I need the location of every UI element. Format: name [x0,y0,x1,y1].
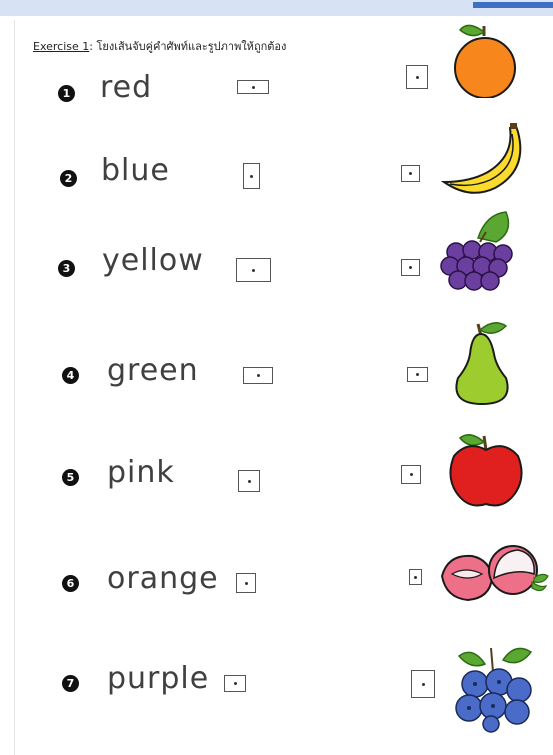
color-word: red [100,70,153,105]
exercise-instruction: : โยงเส้นจับคู่คำศัพท์และรูปภาพให้ถูกต้อง [89,40,287,53]
word-connect-dot[interactable] [238,470,260,492]
item-number: 3 [58,260,75,277]
picture-connect-dot[interactable] [407,367,428,382]
color-word: purple [107,661,210,696]
word-connect-dot[interactable] [236,258,271,282]
exercise-label: Exercise 1 [33,40,90,53]
document-top-bar [0,0,553,16]
picture-connect-dot[interactable] [401,259,420,276]
word-connect-dot[interactable] [236,573,256,593]
picture-connect-dot[interactable] [401,165,420,182]
picture-connect-dot[interactable] [406,65,428,89]
item-number: 2 [60,170,77,187]
match-row-1 [0,50,553,130]
picture-connect-dot[interactable] [401,465,421,484]
word-connect-dot[interactable] [237,80,269,94]
match-row-3 [0,225,553,305]
picture-connect-dot[interactable] [409,569,422,585]
grapes-icon [438,208,518,298]
top-bar-accent [473,2,553,8]
color-word: pink [107,455,175,490]
color-word: green [107,353,199,388]
apple-icon [446,428,526,513]
item-number: 4 [62,367,79,384]
match-row-7 [0,648,553,728]
match-row-4 [0,330,553,410]
item-number: 5 [62,469,79,486]
lychee-icon [438,542,551,612]
word-connect-dot[interactable] [243,367,273,384]
word-connect-dot[interactable] [224,675,246,692]
item-number: 6 [62,575,79,592]
item-number: 1 [58,85,75,102]
color-word: orange [107,561,219,596]
orange-icon [448,18,523,98]
item-number: 7 [62,675,79,692]
pear-icon [448,318,518,408]
color-word: blue [101,153,170,188]
match-row-6 [0,545,553,625]
word-connect-dot[interactable] [243,163,260,189]
banana-icon [440,120,530,200]
match-row-2 [0,135,553,215]
blueberry-icon [455,638,535,733]
picture-connect-dot[interactable] [411,670,435,698]
color-word: yellow [102,243,204,278]
match-row-5 [0,435,553,515]
